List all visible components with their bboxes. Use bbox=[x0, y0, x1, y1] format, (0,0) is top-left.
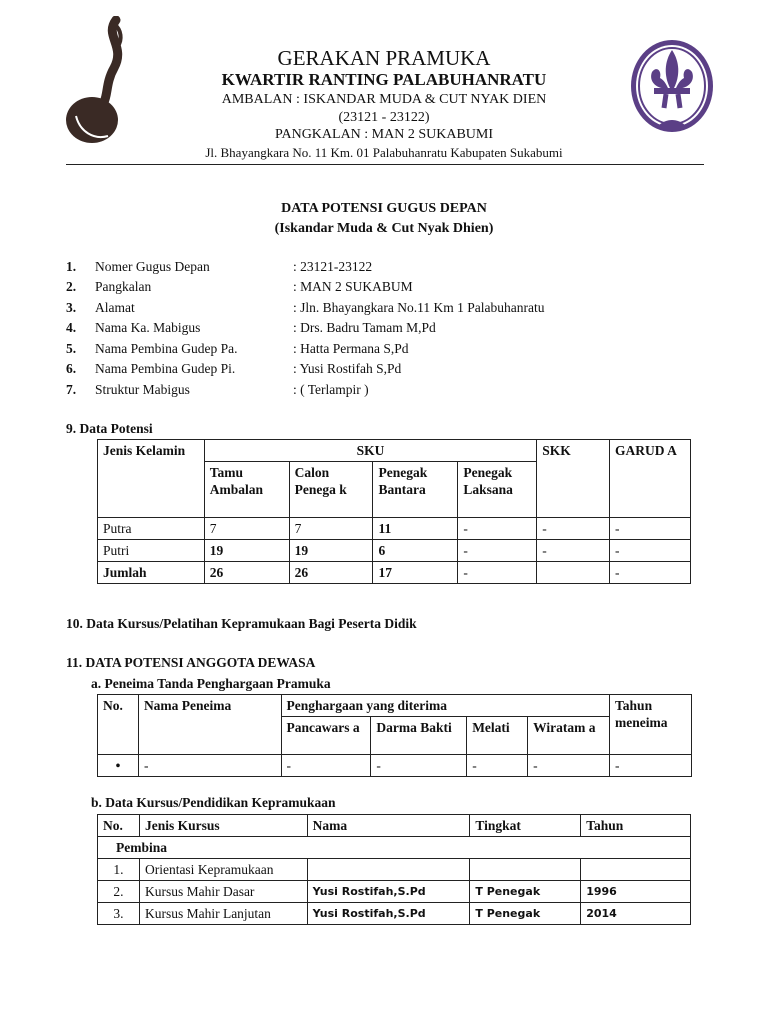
header-no: No. bbox=[98, 695, 139, 755]
info-row-value: : ( Terlampir ) bbox=[293, 382, 369, 397]
cell-tingkat bbox=[470, 859, 581, 881]
cell-tahun: - bbox=[610, 755, 692, 777]
info-row-label: Nomer Gugus Depan bbox=[95, 259, 210, 274]
header-penghargaan: Penghargaan yang diterima bbox=[281, 695, 610, 717]
header-pancawarsa: Pancawars a bbox=[281, 717, 371, 755]
info-row-num: 4. bbox=[66, 320, 77, 335]
cell-calon: 26 bbox=[289, 562, 373, 584]
cell-laksana: - bbox=[458, 518, 537, 540]
cell-skk: - bbox=[537, 518, 610, 540]
cell-tingkat: T Penegak bbox=[470, 903, 581, 925]
table-row bbox=[98, 518, 691, 540]
cell-no: 2. bbox=[98, 881, 140, 903]
header-darma-bakti: Darma Bakti bbox=[371, 717, 467, 755]
info-row-num: 3. bbox=[66, 300, 77, 315]
header-no: No. bbox=[98, 815, 140, 837]
cell-garuda: - bbox=[610, 518, 691, 540]
ambalan-name: AMBALAN : ISKANDAR MUDA & CUT NYAK DIEN bbox=[221, 92, 547, 107]
info-row-num: 6. bbox=[66, 361, 77, 376]
cell-skk bbox=[537, 562, 610, 584]
org-name: GERAKAN PRAMUKA bbox=[277, 46, 491, 70]
header-sku: SKU bbox=[204, 440, 536, 462]
data-potensi-table bbox=[97, 439, 691, 584]
cell-jenis: Orientasi Kepramukaan bbox=[139, 859, 307, 881]
table-row-total bbox=[98, 562, 691, 584]
info-row-value: : Jln. Bhayangkara No.11 Km 1 Palabuhanratu bbox=[293, 300, 545, 315]
info-row-label: Pangkalan bbox=[95, 279, 152, 294]
table-row bbox=[98, 903, 691, 925]
header-tamu-ambalan: Tamu Ambalan bbox=[204, 462, 289, 518]
cell-laksana: - bbox=[458, 540, 537, 562]
document-title: DATA POTENSI GUGUS DEPAN bbox=[281, 201, 487, 216]
header-nama: Nama bbox=[307, 815, 470, 837]
table-row bbox=[98, 540, 691, 562]
table-row bbox=[98, 881, 691, 903]
info-row-label: Nama Pembina Gudep Pa. bbox=[95, 341, 238, 356]
header-tingkat: Tingkat bbox=[470, 815, 581, 837]
group-pembina: Pembina bbox=[98, 837, 691, 859]
section-10-heading: 10. Data Kursus/Pelatihan Kepramukaan Bagi Peserta Didik bbox=[66, 616, 417, 631]
cell-tahun: 2014 bbox=[581, 903, 691, 925]
info-row-label: Nama Ka. Mabigus bbox=[95, 320, 201, 335]
info-row-value: : Hatta Permana S,Pd bbox=[293, 341, 409, 356]
cell-tamu: 19 bbox=[204, 540, 289, 562]
section-11-heading: 11. DATA POTENSI ANGGOTA DEWASA bbox=[66, 655, 316, 670]
header-wiratama: Wiratam a bbox=[528, 717, 610, 755]
header-tahun: Tahun bbox=[581, 815, 691, 837]
cell-tahun: 1996 bbox=[581, 881, 691, 903]
cell-bantara: 11 bbox=[373, 518, 458, 540]
cell-nama: Yusi Rostifah,S.Pd bbox=[307, 903, 470, 925]
cell-garuda: - bbox=[610, 540, 691, 562]
cell-calon: 19 bbox=[289, 540, 373, 562]
cell-no: • bbox=[98, 755, 139, 777]
info-row-num: 2. bbox=[66, 279, 77, 294]
penghargaan-table bbox=[97, 694, 692, 777]
header-calon-penegak: Calon Penega k bbox=[289, 462, 373, 518]
info-row-num: 1. bbox=[66, 259, 77, 274]
kursus-table bbox=[97, 814, 691, 925]
info-row-value: : Yusi Rostifah S,Pd bbox=[293, 361, 402, 376]
header-nama-peneima: Nama Peneima bbox=[138, 695, 281, 755]
info-row-value: : Drs. Badru Tamam M,Pd bbox=[293, 320, 436, 335]
header-jenis-kelamin: Jenis Kelamin bbox=[98, 440, 205, 518]
table-row bbox=[98, 859, 691, 881]
info-row-num: 5. bbox=[66, 341, 77, 356]
header-tahun-meneima: Tahun meneima bbox=[610, 695, 692, 755]
cell-laksana: - bbox=[458, 562, 537, 584]
cell-nama bbox=[307, 859, 470, 881]
cell-calon: 7 bbox=[289, 518, 373, 540]
cell-darma: - bbox=[371, 755, 467, 777]
cell-no: 3. bbox=[98, 903, 140, 925]
kwartir-name: KWARTIR RANTING PALABUHANRATU bbox=[221, 70, 547, 89]
cell-nama: Yusi Rostifah,S.Pd bbox=[307, 881, 470, 903]
info-row-label: Nama Pembina Gudep Pi. bbox=[95, 361, 236, 376]
cell-melati: - bbox=[467, 755, 528, 777]
header-skk: SKK bbox=[537, 440, 610, 518]
row-label: Putri bbox=[98, 540, 205, 562]
cell-wiratama: - bbox=[528, 755, 610, 777]
cell-jenis: Kursus Mahir Lanjutan bbox=[139, 903, 307, 925]
cell-tamu: 7 bbox=[204, 518, 289, 540]
header-address: Jl. Bhayangkara No. 11 Km. 01 Palabuhanratu Kabupaten Sukabumi bbox=[205, 145, 563, 160]
row-label: Jumlah bbox=[98, 562, 205, 584]
header-melati: Melati bbox=[467, 717, 528, 755]
table-row bbox=[98, 755, 692, 777]
header-penegak-laksana: Penegak Laksana bbox=[458, 462, 537, 518]
cell-nama: - bbox=[138, 755, 281, 777]
info-row-label: Alamat bbox=[95, 300, 135, 315]
cell-tingkat: T Penegak bbox=[470, 881, 581, 903]
cell-garuda: - bbox=[610, 562, 691, 584]
cell-jenis: Kursus Mahir Dasar bbox=[139, 881, 307, 903]
header-garuda: GARUD A bbox=[610, 440, 691, 518]
section-11b-heading: b. Data Kursus/Pendidikan Kepramukaan bbox=[91, 795, 336, 810]
pangkalan-name: PANGKALAN : MAN 2 SUKABUMI bbox=[274, 127, 494, 142]
cell-tahun bbox=[581, 859, 691, 881]
section-9-heading: 9. Data Potensi bbox=[66, 421, 153, 436]
info-row-num: 7. bbox=[66, 382, 77, 397]
cell-bantara: 6 bbox=[373, 540, 458, 562]
cell-bantara: 17 bbox=[373, 562, 458, 584]
cell-no: 1. bbox=[98, 859, 140, 881]
document-subtitle: (Iskandar Muda & Cut Nyak Dhien) bbox=[274, 221, 494, 236]
cell-pancawarsa: - bbox=[281, 755, 371, 777]
gudep-number: (23121 - 23122) bbox=[338, 110, 430, 125]
info-row-value: : 23121-23122 bbox=[293, 259, 373, 274]
header-jenis-kursus: Jenis Kursus bbox=[139, 815, 307, 837]
row-label: Putra bbox=[98, 518, 205, 540]
cell-tamu: 26 bbox=[204, 562, 289, 584]
section-11a-heading: a. Peneima Tanda Penghargaan Pramuka bbox=[91, 676, 331, 691]
info-row-label: Struktur Mabigus bbox=[95, 382, 190, 397]
header-divider bbox=[66, 164, 704, 165]
info-row-value: : MAN 2 SUKABUM bbox=[293, 279, 413, 294]
cell-skk: - bbox=[537, 540, 610, 562]
header-penegak-bantara: Penegak Bantara bbox=[373, 462, 458, 518]
